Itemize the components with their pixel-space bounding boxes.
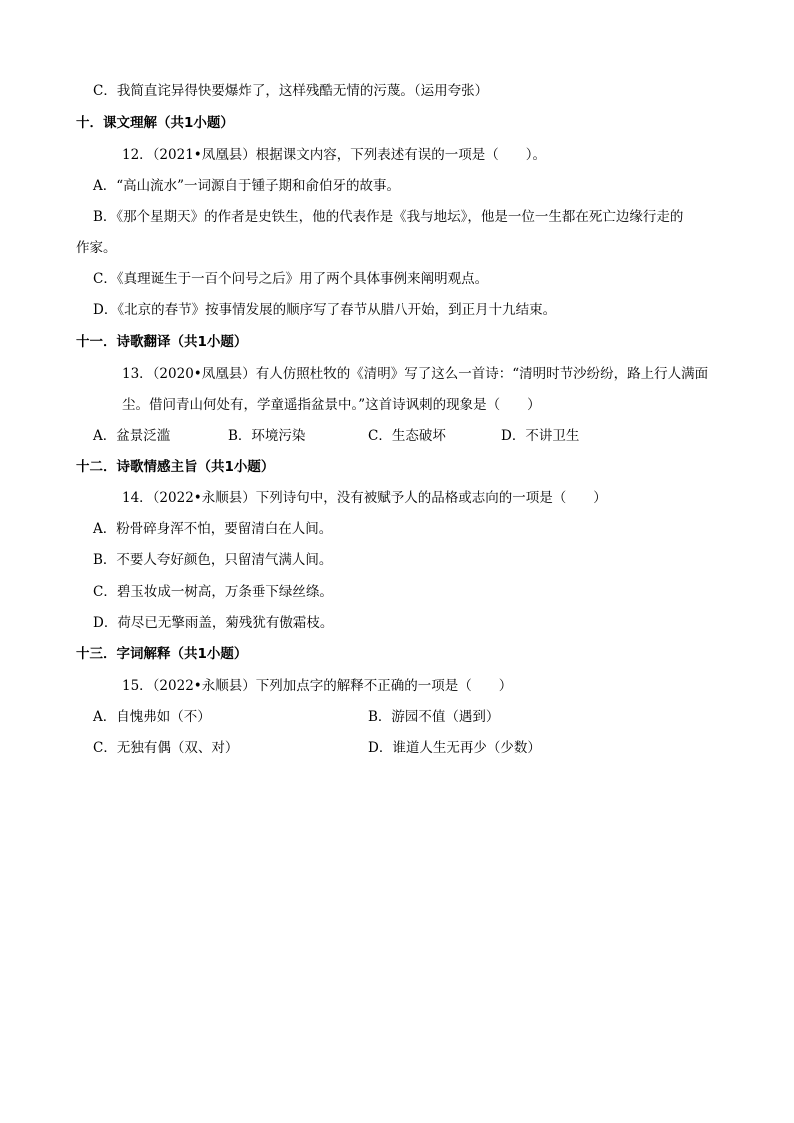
question-15: 15．（2022•永顺县）下列加点字的解释不正确的一项是（ ） — [122, 678, 513, 694]
question-15-option-a: A．自愧弗如（不） — [93, 709, 211, 725]
question-12-option-a: A．“高山流水”一词源自于锺子期和俞伯牙的故事。 — [93, 178, 401, 194]
question-12-option-c: C．《真理诞生于一百个问号之后》用了两个具体事例来阐明观点。 — [93, 271, 489, 287]
question-15-option-b: B．游园不值（遇到） — [368, 709, 500, 725]
question-13-option-c: C．生态破坏 — [368, 428, 446, 444]
question-13: 13．（2020•凤凰县）有人仿照杜牧的《清明》写了这么一首诗：“清明时节沙纷纷，路上行人满面 — [122, 366, 709, 382]
question-13-option-a: A．盆景泛滥 — [93, 428, 171, 444]
question-14: 14．（2022•永顺县）下列诗句中，没有被赋予人的品格或志向的一项是（ ） — [122, 490, 607, 506]
question-12-option-d: D．《北京的春节》按事情发展的顺序写了春节从腊八开始，到正月十九结束。 — [93, 302, 557, 318]
question-13-option-b: B．环境污染 — [228, 428, 306, 444]
question-12-option-b-cont: 作家。 — [76, 240, 117, 256]
question-13-cont: 尘。借问青山何处有，学童遥指盆景中。”这首诗讽刺的现象是（ ） — [122, 397, 541, 413]
option-c-prev: C．我简直诧异得快要爆炸了，这样残酷无情的污蔑。（运用夸张） — [93, 83, 489, 99]
section-11-heading: 十一．诗歌翻译（共1小题） — [76, 334, 248, 350]
question-14-option-c: C．碧玉妆成一树高，万条垂下绿丝绦。 — [93, 584, 333, 600]
question-14-option-b: B．不要人夸好颜色，只留清气满人间。 — [93, 552, 333, 568]
section-10-heading: 十．课文理解（共1小题） — [76, 115, 234, 131]
section-13-heading: 十三．字词解释（共1小题） — [76, 646, 248, 662]
question-12-option-b: B．《那个星期天》的作者是史铁生，他的代表作是《我与地坛》，他是一位一生都在死亡边缘行走的 — [93, 209, 684, 225]
question-15-option-d: D．谁道人生无再少（少数） — [368, 740, 541, 756]
section-12-heading: 十二．诗歌情感主旨（共1小题） — [76, 459, 275, 475]
question-12: 12．（2021•凤凰县）根据课文内容，下列表述有误的一项是（ ）。 — [122, 147, 546, 163]
question-15-option-c: C．无独有偶（双、对） — [93, 740, 239, 756]
question-13-option-d: D．不讲卫生 — [501, 428, 580, 444]
question-14-option-a: A．粉骨碎身浑不怕，要留清白在人间。 — [93, 521, 333, 537]
question-14-option-d: D．荷尽已无擎雨盖，菊残犹有傲霜枝。 — [93, 615, 334, 631]
